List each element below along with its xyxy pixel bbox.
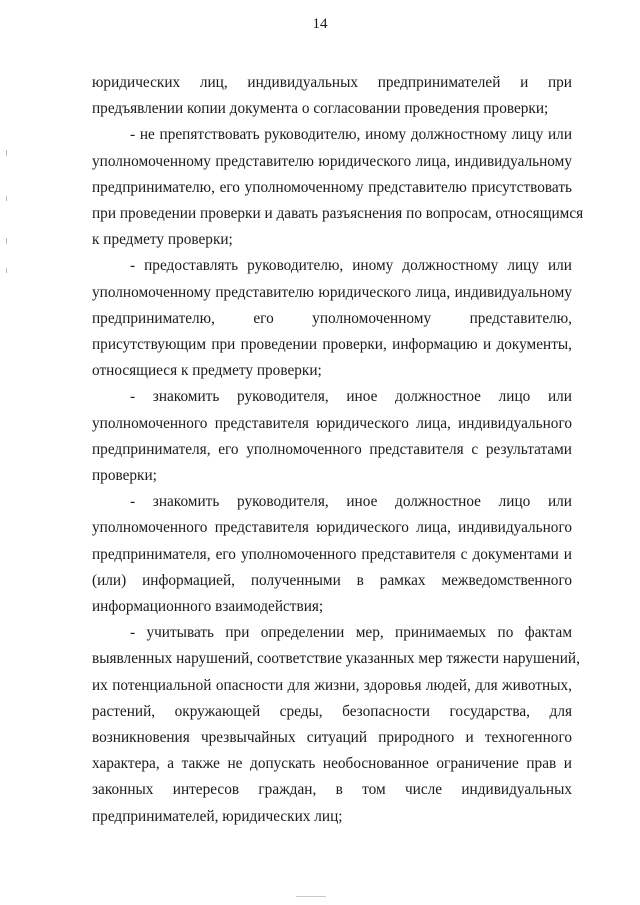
text-line: растений, окружающей среды, безопасности государства, для xyxy=(92,702,572,720)
text-line: информационного взаимодействия; xyxy=(92,598,324,616)
scan-artifact xyxy=(6,150,7,156)
text-line: присутствующим при проведении проверки, информацию и документы, xyxy=(92,336,572,354)
text-line: предпринимателей, юридических лиц; xyxy=(92,807,343,825)
text-line: уполномоченному представителю юридического лица, индивидуальному xyxy=(92,152,572,170)
paragraph-4 xyxy=(92,384,572,489)
paragraph-3 xyxy=(92,253,572,384)
text-line: - знакомить руководителя, иное должностное лицо или xyxy=(130,388,572,406)
text-line: - учитывать при определении мер, принимаемых по фактам xyxy=(130,624,572,642)
text-line: законных интересов граждан, в том числе индивидуальных xyxy=(92,781,572,799)
text-line: их потенциальной опасности для жизни, здоровья людей, для животных, xyxy=(92,676,572,694)
page-number: 14 xyxy=(312,16,328,32)
text-line: предъявлении копии документа о согласовании проведения проверки; xyxy=(92,100,549,118)
text-line: предпринимателя, его уполномоченного представителя с документами и xyxy=(92,545,572,563)
paragraph-2 xyxy=(92,122,584,253)
text-line: выявленных нарушений, соответствие указанных мер тяжести нарушений, xyxy=(92,650,580,668)
scan-artifact xyxy=(6,196,7,201)
paragraph-6 xyxy=(92,620,580,830)
text-line: юридических лиц, индивидуальных предпринимателей и при xyxy=(92,74,572,91)
text-line: (или) информацией, полученными в рамках межведомственного xyxy=(92,571,572,589)
body-text xyxy=(92,70,584,830)
scan-artifact xyxy=(6,268,7,273)
text-line: предпринимателю, его уполномоченному представителю присутствовать xyxy=(92,178,572,196)
text-line: проверки; xyxy=(92,467,157,485)
text-line: - не препятствовать руководителю, иному должностному лицу или xyxy=(130,126,572,144)
text-line: предпринимателю, его уполномоченному представителю, xyxy=(92,309,572,327)
paragraph-5 xyxy=(92,489,572,620)
text-line: при проведении проверки и давать разъяснения по вопросам, относящимся xyxy=(92,205,584,223)
text-line: уполномоченного представителя юридического лица, индивидуального xyxy=(92,519,572,537)
scan-artifact xyxy=(296,896,326,897)
text-line: уполномоченного представителя юридического лица, индивидуального xyxy=(92,414,572,432)
text-line: уполномоченному представителю юридического лица, индивидуальному xyxy=(92,283,572,301)
text-line: предпринимателя, его уполномоченного представителя с результатами xyxy=(92,440,572,458)
text-line: характера, а также не допускать необоснованное ограничение прав и xyxy=(92,755,572,773)
text-line: - предоставлять руководителю, иному должностному лицу или xyxy=(130,257,572,275)
text-line: - знакомить руководителя, иное должностное лицо или xyxy=(130,493,572,511)
text-line: к предмету проверки; xyxy=(92,231,233,249)
scan-artifact xyxy=(6,238,7,244)
text-line: возникновения чрезвычайных ситуаций природного и техногенного xyxy=(92,729,572,747)
paragraph-1 xyxy=(92,70,572,122)
text-line: относящиеся к предмету проверки; xyxy=(92,362,322,380)
